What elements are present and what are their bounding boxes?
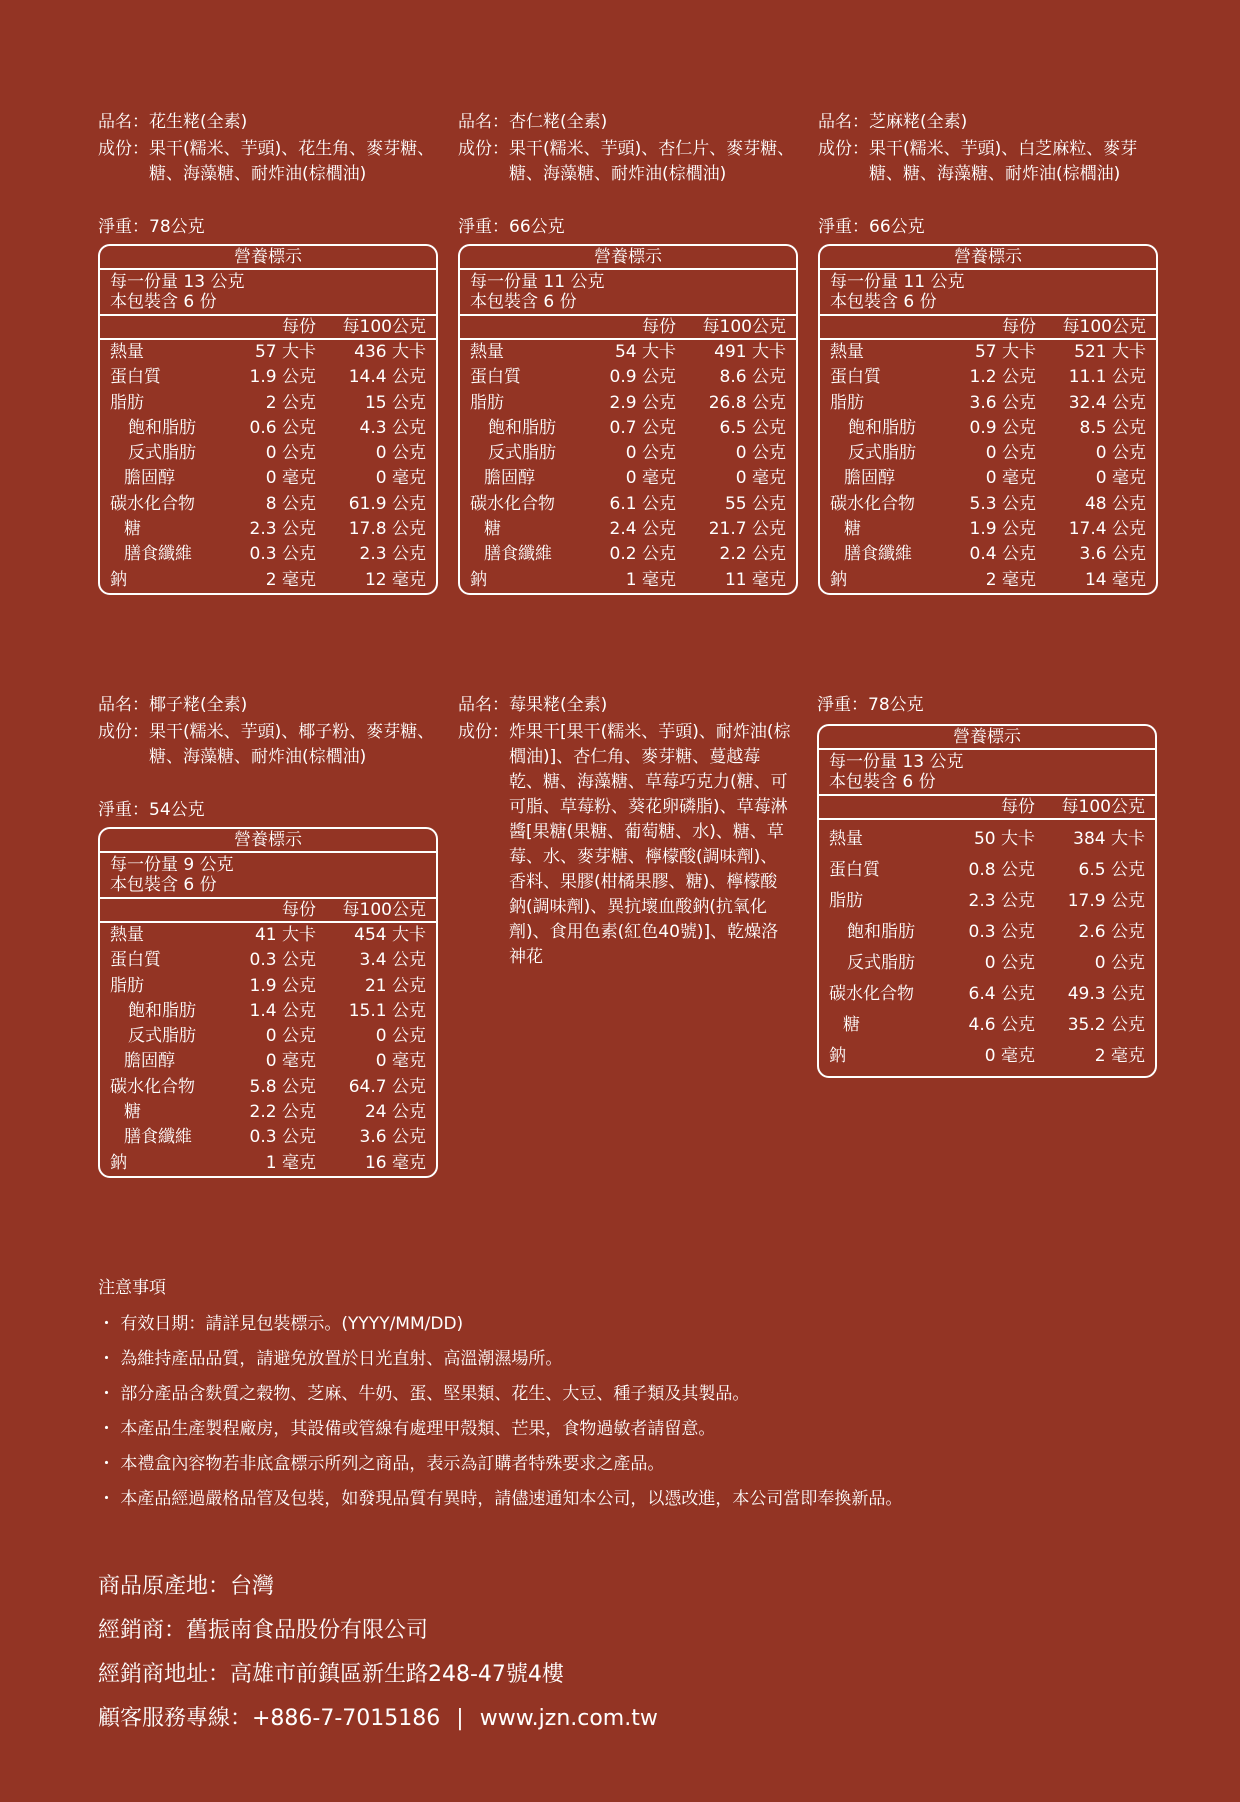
nutrition-serving: 每一份量 13 公克 本包裝含 6 份 (819, 750, 1155, 796)
product-net-weight: 淨重：78公克 (817, 695, 924, 715)
per-100g-value: 0 公克 (375, 1026, 426, 1047)
per-serving-value: 8 公克 (265, 493, 316, 514)
per-100g-value: 17.9 公克 (1067, 891, 1145, 911)
nutrition-row (460, 391, 796, 416)
per-100g-value: 3.6 公克 (1079, 544, 1146, 565)
per-100g-value: 0 公克 (1094, 953, 1145, 973)
nutrition-row (100, 1151, 436, 1176)
nutrient-label: 糖 (484, 519, 501, 540)
nutrition-row (820, 492, 1156, 517)
nutrition-table (818, 244, 1158, 595)
per-100g-value: 24 公克 (364, 1102, 426, 1123)
nutrition-row (100, 999, 436, 1024)
nutrient-label: 碳水化合物 (829, 984, 914, 1004)
nutrition-table (817, 724, 1157, 1078)
per-serving-value: 1.9 公克 (969, 519, 1036, 540)
per-100g-value: 35.2 公克 (1067, 1015, 1145, 1035)
nutrition-title: 營養標示 (100, 246, 436, 270)
nutrition-row (100, 1100, 436, 1125)
per-100g-value: 8.5 公克 (1079, 417, 1146, 438)
per-serving-value: 1.4 公克 (249, 1000, 316, 1021)
nutrition-body (100, 340, 436, 593)
distributor: 經銷商：舊振南食品股份有限公司 (98, 1618, 429, 1643)
product-name: 品名：芝麻粩(全素) (818, 112, 968, 132)
nutrient-label: 鈉 (829, 1046, 846, 1066)
nutrient-label: 反式脂肪 (848, 443, 916, 464)
nutrient-label: 膳食纖維 (484, 544, 552, 565)
per-serving-value: 0 毫克 (625, 468, 676, 489)
note-item: ・ 本產品經過嚴格品管及包裝，如發現品質有異時，請儘速通知本公司，以憑改進，本公司當即奉換新品。 (98, 1489, 903, 1509)
nutrition-row (820, 365, 1156, 390)
nutrition-row (460, 517, 796, 542)
nutrition-row (100, 1049, 436, 1074)
per-serving-value: 50 大卡 (973, 829, 1035, 849)
nutrition-row (820, 391, 1156, 416)
per-serving-value: 5.8 公克 (249, 1076, 316, 1097)
per-serving-value: 2.3 公克 (249, 519, 316, 540)
nutrient-label: 飽和脂肪 (488, 417, 556, 438)
origin: 商品原產地：台灣 (98, 1574, 275, 1599)
notes-title: 注意事項 (98, 1278, 166, 1298)
nutrition-header: 每份 每100公克 (100, 316, 436, 340)
note-item: ・ 有效日期：請詳見包裝標示。(YYYY/MM/DD) (98, 1314, 464, 1334)
per-100g-value: 61.9 公克 (348, 493, 426, 514)
nutrition-row (460, 568, 796, 593)
product-sesame (818, 110, 1158, 595)
per-100g-value: 384 大卡 (1073, 829, 1145, 849)
separator: | (456, 1706, 464, 1731)
nutrient-label: 膽固醇 (124, 468, 175, 489)
per-serving-value: 2.4 公克 (609, 519, 676, 540)
nutrition-row (820, 441, 1156, 466)
per-serving-value: 0 公克 (265, 1026, 316, 1047)
per-100g-value: 8.6 公克 (719, 367, 786, 388)
nutrient-label: 膽固醇 (844, 468, 895, 489)
per-serving-value: 6.1 公克 (609, 493, 676, 514)
nutrition-body (100, 923, 436, 1176)
nutrition-row (820, 416, 1156, 441)
per-100g-value: 2 毫克 (1094, 1046, 1145, 1066)
distributor-address: 經銷商地址：高雄市前鎮區新生路248-47號4樓 (98, 1662, 564, 1687)
product-berry (458, 693, 794, 970)
per-serving-value: 4.6 公克 (968, 1015, 1035, 1035)
nutrition-title: 營養標示 (460, 246, 796, 270)
product-ingredients: 成份： 果干(糯米、芋頭)、花生角、麥芽糖、糖、海藻糖、耐炸油(棕櫚油) (98, 139, 435, 184)
nutrient-label: 脂肪 (829, 891, 863, 911)
product-ingredients: 成份： 炸果干[果干(糯米、芋頭)、耐炸油(棕櫚油)]、杏仁角、麥芽糖、蔓越莓乾、糖、海藻糖、草莓巧克力(糖、可可脂、草莓粉、葵花卵磷脂)、草莓淋醬[果糖(果糖、葡萄糖、水)、糖、草莓、水、麥芽糖、檸檬酸(調味劑)、香料、果膠(柑橘果膠、糖)、檸檬酸鈉(調味劑)、異抗壞血酸鈉(抗氧化劑)、食用色素(紅色40號)]、乾燥洛神花 (458, 722, 791, 967)
per-100g-value: 14.4 公克 (348, 367, 426, 388)
per-serving-value: 0 毫克 (985, 468, 1036, 489)
per-serving-value: 1.2 公克 (969, 367, 1036, 388)
per-100g-value: 64.7 公克 (348, 1076, 426, 1097)
per-serving-value: 0 公克 (625, 443, 676, 464)
per-100g-value: 21.7 公克 (708, 519, 786, 540)
nutrient-label: 飽和脂肪 (128, 417, 196, 438)
nutrition-row (819, 948, 1155, 979)
nutrition-row (100, 340, 436, 365)
nutrition-serving: 每一份量 11 公克 本包裝含 6 份 (460, 270, 796, 316)
per-serving-value: 1 毫克 (625, 569, 676, 590)
nutrient-label: 熱量 (829, 829, 863, 849)
per-serving-value: 0.3 公克 (249, 1127, 316, 1148)
note-item: ・ 本產品生產製程廠房，其設備或管線有處理甲殼類、芒果，食物過敏者請留意。 (98, 1419, 716, 1439)
nutrient-label: 碳水化合物 (110, 493, 195, 514)
per-serving-value: 0.3 公克 (249, 544, 316, 565)
product-ingredients: 成份： 果干(糯米、芋頭)、白芝麻粒、麥芽糖、糖、海藻糖、耐炸油(棕櫚油) (818, 139, 1138, 184)
product-name: 品名：花生粩(全素) (98, 112, 248, 132)
per-serving-value: 57 大卡 (974, 342, 1036, 362)
nutrient-label: 糖 (124, 1102, 141, 1123)
per-100g-value: 16 毫克 (364, 1152, 426, 1173)
notes-section (98, 1275, 1158, 1517)
nutrition-body (820, 340, 1156, 593)
nutrient-label: 熱量 (830, 342, 864, 362)
nutrient-label: 糖 (124, 519, 141, 540)
nutrition-table (98, 244, 438, 595)
nutrient-label: 脂肪 (110, 392, 144, 413)
nutrition-row (820, 568, 1156, 593)
per-serving-value: 0 公克 (265, 443, 316, 464)
per-100g-value: 32.4 公克 (1068, 392, 1146, 413)
per-serving-value: 0.6 公克 (249, 417, 316, 438)
nutrient-label: 蛋白質 (110, 950, 161, 971)
per-100g-value: 3.6 公克 (359, 1127, 426, 1148)
nutrition-header: 每份 每100公克 (100, 899, 436, 923)
nutrition-row (819, 1041, 1155, 1072)
nutrient-label: 脂肪 (110, 975, 144, 996)
product-peanut (98, 110, 438, 595)
note-item: ・ 部分產品含麩質之穀物、芝麻、牛奶、蛋、堅果類、花生、大豆、種子類及其製品。 (98, 1384, 750, 1404)
per-serving-value: 0.3 公克 (249, 950, 316, 971)
per-100g-value: 26.8 公克 (708, 392, 786, 413)
nutrient-label: 膳食纖維 (844, 544, 912, 565)
nutrition-row (100, 1024, 436, 1049)
nutrient-label: 熱量 (110, 342, 144, 362)
nutrition-table (458, 244, 798, 595)
nutrition-row (460, 441, 796, 466)
nutrient-label: 蛋白質 (110, 367, 161, 388)
product-name: 品名：椰子粩(全素) (98, 695, 248, 715)
nutrition-row (460, 542, 796, 567)
per-100g-value: 48 公克 (1084, 493, 1146, 514)
nutrient-label: 膳食纖維 (124, 544, 192, 565)
per-serving-value: 6.4 公克 (968, 984, 1035, 1004)
per-100g-value: 454 大卡 (354, 925, 426, 945)
nutrition-row (460, 466, 796, 491)
nutrition-row (100, 492, 436, 517)
nutrition-row (100, 416, 436, 441)
nutrition-header: 每份 每100公克 (819, 796, 1155, 820)
nutrient-label: 脂肪 (470, 392, 504, 413)
nutrition-row (100, 1075, 436, 1100)
per-serving-value: 5.3 公克 (969, 493, 1036, 514)
per-100g-value: 21 公克 (364, 975, 426, 996)
per-serving-value: 57 大卡 (254, 342, 316, 362)
per-serving-value: 1.9 公克 (249, 367, 316, 388)
per-100g-value: 4.3 公克 (359, 417, 426, 438)
per-serving-value: 0 毫克 (984, 1046, 1035, 1066)
nutrition-row (820, 340, 1156, 365)
nutrient-label: 膽固醇 (484, 468, 535, 489)
nutrition-row (100, 974, 436, 999)
nutrition-serving: 每一份量 11 公克 本包裝含 6 份 (820, 270, 1156, 316)
nutrition-row (460, 416, 796, 441)
nutrient-label: 膽固醇 (124, 1051, 175, 1072)
nutrition-row (819, 1010, 1155, 1041)
per-100g-value: 0 毫克 (1095, 468, 1146, 489)
per-100g-value: 49.3 公克 (1067, 984, 1145, 1004)
per-serving-value: 2 毫克 (265, 569, 316, 590)
product-coconut (98, 693, 438, 1178)
nutrition-title: 營養標示 (820, 246, 1156, 270)
per-100g-value: 6.5 公克 (1078, 860, 1145, 880)
per-100g-value: 15 公克 (364, 392, 426, 413)
product-berry-nutrition (817, 693, 1157, 1078)
per-100g-value: 0 毫克 (735, 468, 786, 489)
nutrient-label: 熱量 (110, 925, 144, 945)
nutrition-row (100, 391, 436, 416)
nutrient-label: 碳水化合物 (830, 493, 915, 514)
nutrition-row (819, 855, 1155, 886)
nutrient-label: 鈉 (830, 569, 847, 590)
nutrient-label: 碳水化合物 (110, 1076, 195, 1097)
nutrition-row (820, 542, 1156, 567)
note-item: ・ 本禮盒內容物若非底盒標示所列之商品，表示為訂購者特殊要求之產品。 (98, 1454, 665, 1474)
note-item: ・ 為維持產品品質，請避免放置於日光直射、高溫潮濕場所。 (98, 1349, 563, 1369)
product-net-weight: 淨重：66公克 (458, 217, 565, 237)
nutrition-row (819, 917, 1155, 948)
nutrition-row (819, 979, 1155, 1010)
nutrition-row (100, 948, 436, 973)
per-100g-value: 0 毫克 (375, 1051, 426, 1072)
per-serving-value: 0 公克 (985, 443, 1036, 464)
company-info (98, 1565, 1158, 1741)
nutrition-row (100, 466, 436, 491)
contact-line (98, 1697, 1158, 1741)
per-serving-value: 0 公克 (984, 953, 1035, 973)
per-100g-value: 491 大卡 (714, 342, 786, 362)
per-100g-value: 2.3 公克 (359, 544, 426, 565)
nutrition-row (460, 340, 796, 365)
per-serving-value: 2 公克 (265, 392, 316, 413)
per-serving-value: 1 毫克 (265, 1152, 316, 1173)
per-100g-value: 521 大卡 (1074, 342, 1146, 362)
per-serving-value: 0.2 公克 (609, 544, 676, 565)
per-serving-value: 2 毫克 (985, 569, 1036, 590)
per-serving-value: 2.9 公克 (609, 392, 676, 413)
nutrient-label: 鈉 (110, 569, 127, 590)
nutrient-label: 反式脂肪 (128, 443, 196, 464)
per-100g-value: 2.6 公克 (1078, 922, 1145, 942)
per-serving-value: 54 大卡 (614, 342, 676, 362)
nutrition-table (98, 827, 438, 1178)
per-serving-value: 0.3 公克 (968, 922, 1035, 942)
per-serving-value: 0 毫克 (265, 468, 316, 489)
nutrition-body (819, 820, 1155, 1076)
nutrient-label: 蛋白質 (470, 367, 521, 388)
per-serving-value: 0.8 公克 (968, 860, 1035, 880)
nutrition-row (460, 365, 796, 390)
per-100g-value: 0 毫克 (375, 468, 426, 489)
website-link[interactable]: www.jzn.com.tw (479, 1706, 658, 1731)
nutrition-title: 營養標示 (100, 829, 436, 853)
nutrition-header: 每份 每100公克 (820, 316, 1156, 340)
nutrient-label: 反式脂肪 (847, 953, 915, 973)
per-serving-value: 1.9 公克 (249, 975, 316, 996)
per-100g-value: 11.1 公克 (1068, 367, 1146, 388)
product-net-weight: 淨重：78公克 (98, 217, 205, 237)
nutrient-label: 膳食纖維 (124, 1127, 192, 1148)
nutrient-label: 反式脂肪 (488, 443, 556, 464)
per-100g-value: 436 大卡 (354, 342, 426, 362)
per-100g-value: 17.4 公克 (1068, 519, 1146, 540)
per-100g-value: 3.4 公克 (359, 950, 426, 971)
per-100g-value: 0 公克 (375, 443, 426, 464)
per-100g-value: 12 毫克 (364, 569, 426, 590)
per-serving-value: 0 毫克 (265, 1051, 316, 1072)
nutrition-header: 每份 每100公克 (460, 316, 796, 340)
product-name: 品名：莓果粩(全素) (458, 695, 608, 715)
nutrient-label: 飽和脂肪 (847, 922, 915, 942)
nutrient-label: 蛋白質 (830, 367, 881, 388)
per-100g-value: 55 公克 (724, 493, 786, 514)
nutrition-body (460, 340, 796, 593)
product-ingredients: 成份： 果干(糯米、芋頭)、椰子粉、麥芽糖、糖、海藻糖、耐炸油(棕櫚油) (98, 722, 435, 767)
per-100g-value: 6.5 公克 (719, 417, 786, 438)
nutrient-label: 飽和脂肪 (848, 417, 916, 438)
nutrient-label: 鈉 (470, 569, 487, 590)
per-serving-value: 3.6 公克 (969, 392, 1036, 413)
nutrient-label: 脂肪 (830, 392, 864, 413)
nutrition-row (820, 517, 1156, 542)
per-100g-value: 17.8 公克 (348, 519, 426, 540)
per-serving-value: 2.3 公克 (968, 891, 1035, 911)
per-100g-value: 11 毫克 (724, 569, 786, 590)
per-serving-value: 0.4 公克 (969, 544, 1036, 565)
product-net-weight: 淨重：54公克 (98, 800, 205, 820)
nutrition-row (100, 441, 436, 466)
product-name: 品名：杏仁粩(全素) (458, 112, 608, 132)
nutrient-label: 糖 (843, 1015, 860, 1035)
product-net-weight: 淨重：66公克 (818, 217, 925, 237)
nutrition-row (100, 542, 436, 567)
nutrient-label: 飽和脂肪 (128, 1000, 196, 1021)
per-100g-value: 0 公克 (735, 443, 786, 464)
nutrition-row (819, 824, 1155, 855)
per-100g-value: 0 公克 (1095, 443, 1146, 464)
nutrient-label: 碳水化合物 (470, 493, 555, 514)
nutrition-serving: 每一份量 9 公克 本包裝含 6 份 (100, 853, 436, 899)
per-serving-value: 0.9 公克 (969, 417, 1036, 438)
nutrition-row (100, 923, 436, 948)
per-100g-value: 2.2 公克 (719, 544, 786, 565)
per-serving-value: 0.7 公克 (609, 417, 676, 438)
nutrition-row (460, 492, 796, 517)
nutrition-row (100, 517, 436, 542)
nutrition-title: 營養標示 (819, 726, 1155, 750)
per-serving-value: 41 大卡 (254, 925, 316, 945)
nutrient-label: 熱量 (470, 342, 504, 362)
nutrient-label: 蛋白質 (829, 860, 880, 880)
nutrition-row (819, 886, 1155, 917)
product-ingredients: 成份： 果干(糯米、芋頭)、杏仁片、麥芽糖、糖、海藻糖、耐炸油(棕櫚油) (458, 139, 795, 184)
nutrition-row (100, 365, 436, 390)
product-almond (458, 110, 798, 595)
hotline: 顧客服務專線：+886-7-7015186 (98, 1706, 441, 1731)
per-serving-value: 2.2 公克 (249, 1102, 316, 1123)
nutrition-row (820, 466, 1156, 491)
nutrition-serving: 每一份量 13 公克 本包裝含 6 份 (100, 270, 436, 316)
nutrient-label: 反式脂肪 (128, 1026, 196, 1047)
nutrition-row (100, 1125, 436, 1150)
nutrient-label: 鈉 (110, 1152, 127, 1173)
nutrient-label: 糖 (844, 519, 861, 540)
per-serving-value: 0.9 公克 (609, 367, 676, 388)
per-100g-value: 14 毫克 (1084, 569, 1146, 590)
per-100g-value: 15.1 公克 (348, 1000, 426, 1021)
nutrition-row (100, 568, 436, 593)
